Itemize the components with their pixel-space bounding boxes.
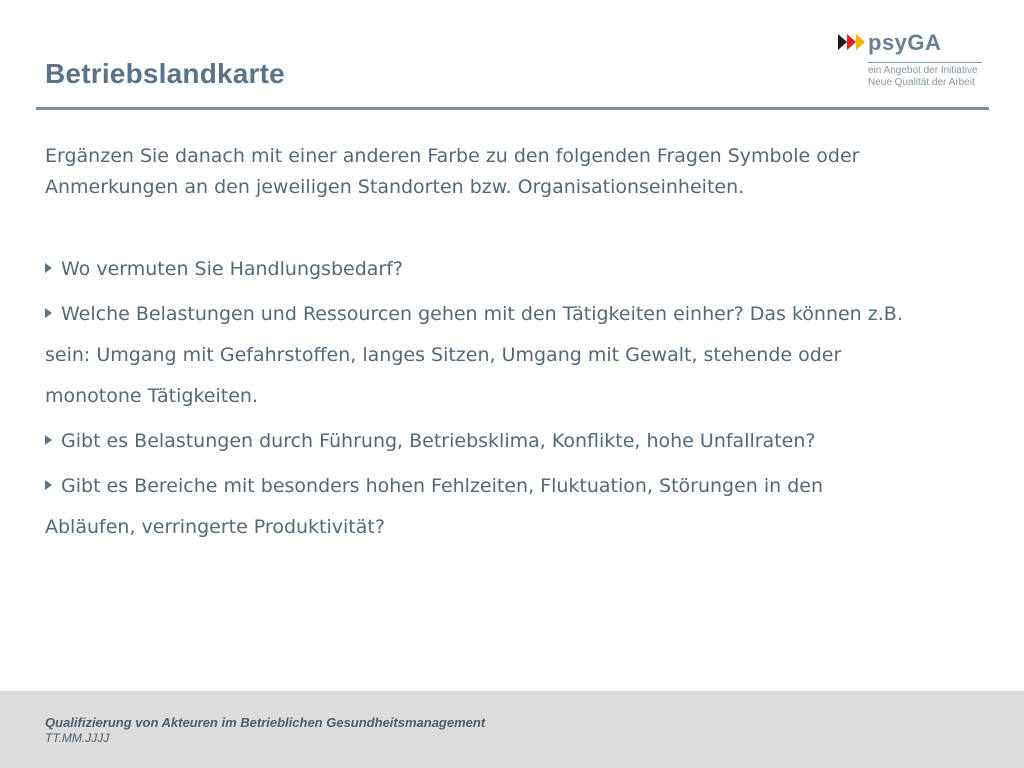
bullet-text: Wo vermuten Sie Handlungsbedarf? [61, 258, 403, 280]
triangle-right-icon [45, 263, 52, 273]
footer-title: Qualifizierung von Akteuren im Betrieblichen Gesundheitsmanagement [45, 715, 486, 730]
bullet-text: Gibt es Bereiche mit besonders hohen Fehlzeiten, Fluktuation, Störungen in den Abläufen, verringerte Produktivität? [45, 475, 824, 538]
bullet-text: Gibt es Belastungen durch Führung, Betriebsklima, Konflikte, hohe Unfallraten? [61, 430, 816, 452]
footer-bar [0, 691, 1024, 768]
title-divider [36, 107, 989, 110]
triangle-right-icon [45, 435, 52, 445]
bullet-item [45, 421, 905, 462]
slide-title: Betriebslandkarte [45, 58, 285, 89]
bullet-text: Welche Belastungen und Ressourcen gehen mit den Tätigkeiten einher? Das können z.B. sein: Umgang mit Gefahrstoffen, langes Sitzen, Umgang mit Gewalt, stehende oder monotone Tätigkeiten. [45, 303, 903, 407]
logo-name: psyGA [868, 30, 942, 55]
triangle-right-icon [45, 480, 52, 490]
bullet-item [45, 294, 905, 417]
bullet-item [45, 249, 905, 290]
logo-tagline-1: ein Angebot der Initiative [868, 65, 978, 76]
bullet-item [45, 466, 905, 548]
footer-date: TT.MM.JJJJ [45, 731, 110, 745]
intro-text: Ergänzen Sie danach mit einer anderen Farbe zu den folgenden Fragen Symbole oder Anmerkungen an den jeweiligen Standorten bzw. Organisationseinheiten. [45, 145, 860, 198]
logo-divider [868, 62, 982, 63]
psyga-logo [838, 32, 988, 92]
slide-body [45, 141, 905, 552]
logo-arrows-icon [838, 32, 870, 52]
logo-tagline-2: Neue Qualität der Arbeit [868, 77, 975, 88]
triangle-right-icon [45, 308, 52, 318]
